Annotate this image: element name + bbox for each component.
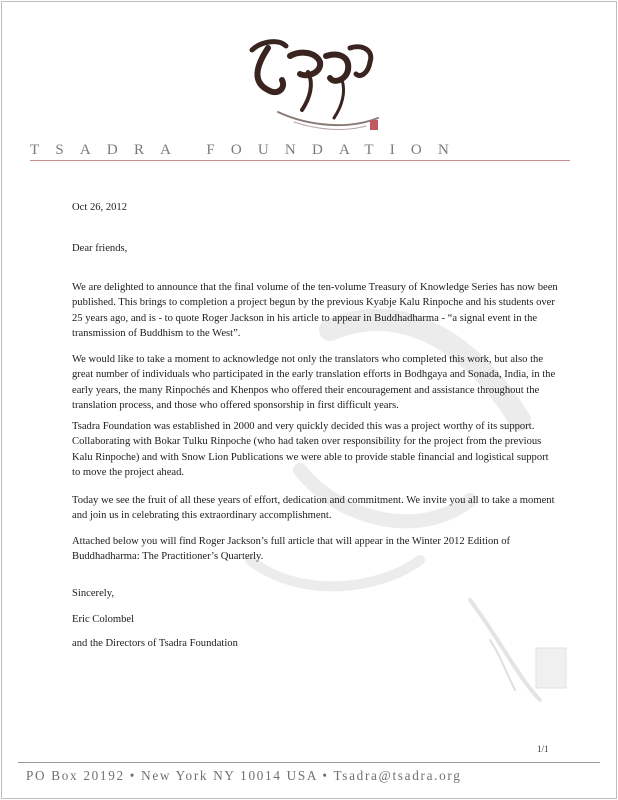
signer-name: Eric Colombel — [72, 614, 135, 625]
closing: Sincerely, — [72, 588, 114, 599]
signer-affiliation: and the Directors of Tsadra Foundation — [72, 638, 238, 649]
paragraph-foundation-support: Tsadra Foundation was established in 2000 and very quickly decided this was a project worthy of its support. Collaborating with Bokar Tulku Rinpoche (who had taken over responsibility for the project from the previous Kalu Rinpoche) and with Snow Lion Publications we were able to provide stable financial and logistical support to move the project ahead. — [72, 420, 549, 479]
footer-address: PO Box 20192 • New York NY 10014 USA • Tsadra@tsadra.org — [26, 768, 462, 783]
paragraph-invitation: Today we see the fruit of all these years of effort, dedication and commitment. We invite you all to take a moment and join us in celebrating this extraordinary accomplishment. — [72, 494, 555, 522]
salutation: Dear friends, — [72, 243, 128, 254]
paragraph-attachment-note: Attached below you will find Roger Jackson’s full article that will appear in the Winter 2012 Edition of Buddhadharma: The Practitioner’s Quarterly. — [72, 535, 511, 563]
tsadra-calligraphy-logo — [238, 26, 388, 144]
paragraph-acknowledgement: We would like to take a moment to acknowledge not only the translators who completed this work, but also the great number of individuals who participated in the early translation efforts in Bodhgaya and Sonada, India, in the early years, the many Rinpochés and Khenpos who offered their encouragement and assistance throughout the translation process, and those who offered sponsorship in first difficult years. — [72, 353, 556, 412]
foundation-name: TSADRA FOUNDATION — [30, 142, 465, 158]
letterhead-divider — [30, 160, 570, 161]
page-number: 1/1 — [537, 744, 549, 754]
letter-date: Oct 26, 2012 — [72, 202, 128, 213]
footer-divider — [18, 762, 600, 763]
paragraph-announcement: We are delighted to announce that the final volume of the ten-volume Treasury of Knowledge Series has now been published. This brings to completion a project begun by the previous Kyabje Kalu Rinpoche and his students over 25 years ago, and is - to quote Roger Jackson in his article to appear in Buddhadharma - “a signal event in the transmission of Buddhism to the West”. — [72, 281, 558, 340]
